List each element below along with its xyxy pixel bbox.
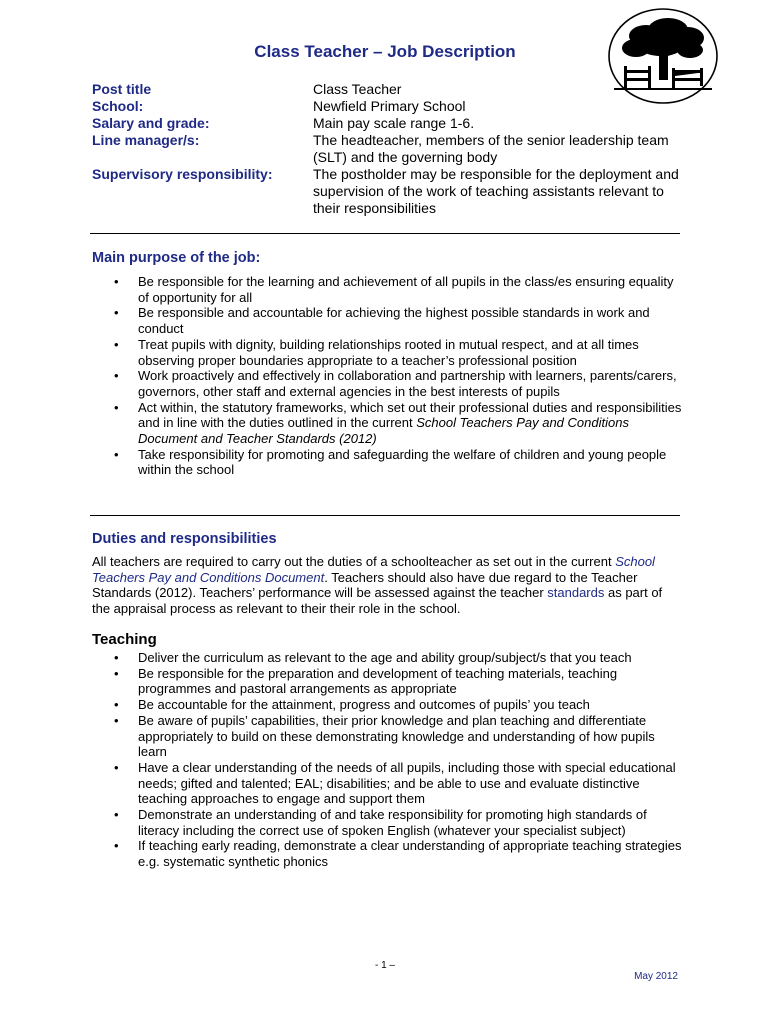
line-manager-label: Line manager/s: [92,132,200,148]
pay-conditions-reference: School Teachers Pay and Conditions Document and Teacher Standards (2012) [138,415,629,447]
section-divider [90,233,680,234]
info-row-salary [92,115,683,132]
list-item: • Work proactively and effectively in collaboration and partnership with learners, parents/carers, governors, other staff and external agencies in the best interests of pupils [114,368,677,399]
salary-value: Main pay scale range 1-6. [313,115,475,131]
bullet-icon: • [114,446,119,462]
bullet-icon: • [114,807,119,823]
bullet-icon: • [114,712,119,728]
line-manager-value: The headteacher, members of the senior leadership team (SLT) and the governing body [313,132,669,165]
bullet-icon: • [114,368,119,384]
info-row-line-manager [92,132,683,166]
list-item: • Act within, the statutory frameworks, which set out their professional duties and responsibilities and in line with the duties outlined in the current School Teachers Pay and Conditions Document and Teacher Standards (2012) [114,399,682,447]
job-info-table [92,81,683,217]
section-divider [90,515,680,516]
list-item: • Have a clear understanding of the needs of all pupils, including those with special educational needs; gifted and talented; EAL; disabilities; and be able to use and evaluate distinctive teaching approaches to engage and support them [114,759,676,807]
list-item: • Be aware of pupils’ capabilities, their prior knowledge and plan teaching and differentiate appropriately to build on these demonstrating knowledge and understanding of how pupils learn [114,712,655,760]
bullet-icon: • [114,759,119,775]
info-row-school [92,98,683,115]
pay-conditions-link[interactable]: School Teachers Pay and Conditions Document [92,554,655,585]
bullet-icon: • [114,650,119,665]
supervisory-label: Supervisory responsibility: [92,166,273,182]
list-item: • Be responsible and accountable for achieving the highest possible standards in work and conduct [114,305,650,337]
teaching-heading: Teaching [92,631,157,648]
list-item: • If teaching early reading, demonstrate a clear understanding of appropriate teaching strategies e.g. systematic synthetic phonics [114,838,682,870]
bullet-icon: • [114,399,119,415]
school-value: Newfield Primary School [313,98,466,114]
document-date: May 2012 [634,971,678,982]
list-item: • Be responsible for the learning and achievement of all pupils in the class/es ensuring equality of opportunity for all [114,274,674,305]
bullet-icon: • [114,838,119,854]
bullet-icon: • [114,305,119,321]
standards-link[interactable]: standards [547,585,605,600]
list-item: • Demonstrate an understanding of and take responsibility for promoting high standards of literacy including the correct use of spoken English (whatever your specialist subject) [114,807,647,838]
list-item: • Be accountable for the attainment, progress and outcomes of pupils’ you teach [114,697,590,713]
supervisory-value: The postholder may be responsible for the deployment and supervision of the work of teaching assistants relevant to their responsibilities [313,166,679,216]
post-title-label: Post title [92,81,152,97]
main-purpose-heading: Main purpose of the job: [92,250,261,266]
main-purpose-list [92,274,682,478]
teaching-list [92,650,682,870]
list-item: • Take responsibility for promoting and safeguarding the welfare of children and young people within the school [114,446,667,478]
post-title-value: Class Teacher [313,81,402,97]
list-item: • Deliver the curriculum as relevant to the age and ability group/subject/s that you teach [114,650,632,665]
page-title: Class Teacher – Job Description [254,42,516,61]
list-item: • Be responsible for the preparation and development of teaching materials, teaching programmes and pastoral arrangements as appropriate [114,665,618,697]
list-item: • Treat pupils with dignity, building relationships rooted in mutual respect, and at all times observing proper boundaries appropriate to a teacher’s professional position [114,336,639,368]
info-row-supervisory [92,166,683,217]
duties-paragraph: All teachers are required to carry out the duties of a schoolteacher as set out in the current School Teachers Pay and Conditions Document. Teachers should also have due regard to the Teacher Standards (2012). Teachers’ performance will be assessed against the teacher standards as part of the appraisal process as relevant to their their role in the school. [92,554,663,616]
bullet-icon: • [114,697,119,713]
school-label: School: [92,98,144,114]
salary-label: Salary and grade: [92,115,210,131]
page-number: - 1 – [374,960,395,971]
bullet-icon: • [114,665,119,681]
bullet-icon: • [114,336,119,352]
info-row-post-title [92,81,683,98]
bullet-icon: • [114,274,119,289]
duties-heading: Duties and responsibilities [92,531,277,547]
